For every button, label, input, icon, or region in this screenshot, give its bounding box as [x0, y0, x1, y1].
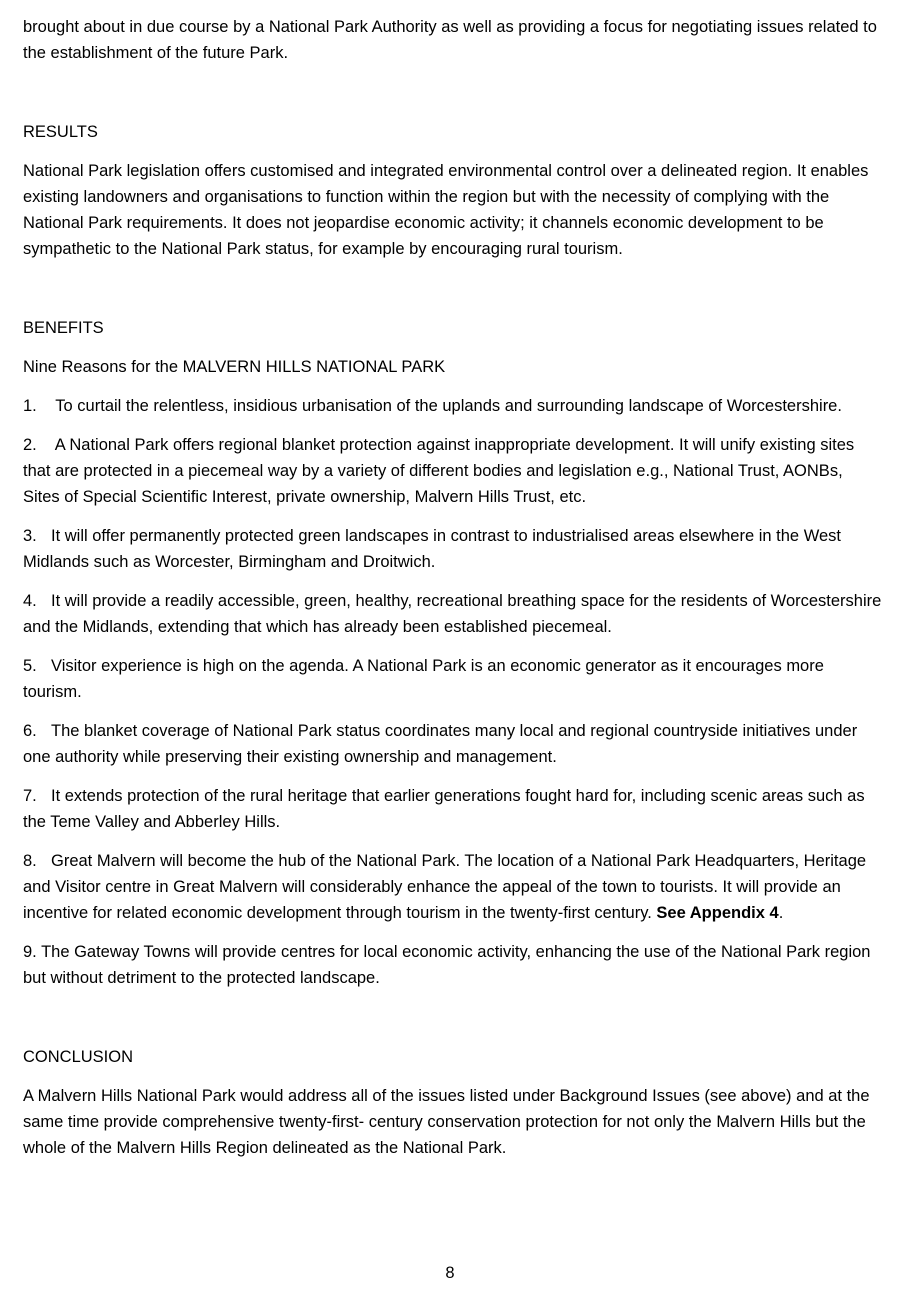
benefit-item — [23, 783, 883, 835]
benefit-text: The blanket coverage of National Park status coordinates many local and regional countryside initiatives under one authority while preserving their existing ownership and management. — [23, 722, 858, 766]
benefit-text: It will provide a readily accessible, green, healthy, recreational breathing space for the residents of Worcestershire and the Midlands, extending that which has already been established piecemeal. — [23, 592, 882, 636]
benefit-number: 3. — [23, 527, 37, 545]
benefit-number: 2. — [23, 436, 37, 454]
benefit-text: It will offer permanently protected green landscapes in contrast to industrialised areas elsewhere in the West Midlands such as Worcester, Birmingham and Droitwich. — [23, 527, 841, 571]
page-number: 8 — [445, 1264, 455, 1282]
appendix-reference: See Appendix 4 — [656, 904, 779, 922]
benefit-item — [23, 523, 883, 575]
benefits-heading: BENEFITS — [23, 319, 104, 337]
benefit-item — [23, 718, 883, 770]
benefit-item — [23, 432, 883, 510]
benefit-text: Visitor experience is high on the agenda. A National Park is an economic generator as it encourages more tourism. — [23, 657, 824, 701]
benefit-item — [23, 848, 883, 926]
benefit-text: Great Malvern will become the hub of the National Park. The location of a National Park Headquarters, Heritage and Visitor centre in Great Malvern will considerably enhance the appeal of the town to tourists. It will provide an incentive for related economic development through tourism in the twenty-first century. — [23, 852, 867, 922]
results-paragraph: National Park legislation offers customised and integrated environmental control over a delineated region. It enables existing landowners and organisations to function within the region but with the necessity of complying with the National Park requirements. It does not jeopardise economic activity; it channels economic development to be sympathetic to the National Park status, for example by encouraging rural tourism. — [23, 162, 869, 258]
section-gap — [23, 1004, 883, 1044]
section-gap — [23, 79, 883, 119]
benefit-item — [23, 653, 883, 705]
conclusion-paragraph: A Malvern Hills National Park would address all of the issues listed under Background Issues (see above) and at the same time provide comprehensive twenty-first- century conservation protection for not only the Malvern Hills but the whole of the Malvern Hills Region delineated as the National Park. — [23, 1087, 870, 1157]
benefit-number: 4. — [23, 592, 37, 610]
benefit-number: 7. — [23, 787, 37, 805]
benefit-item — [23, 588, 883, 640]
benefit-text: The Gateway Towns will provide centres for local economic activity, enhancing the use of the National Park region but without detriment to the protected landscape. — [23, 943, 871, 987]
document-page — [23, 14, 883, 1174]
benefit-number: 6. — [23, 722, 37, 740]
benefit-text: To curtail the relentless, insidious urbanisation of the uplands and surrounding landscape of Worcestershire. — [55, 397, 842, 415]
section-gap — [23, 275, 883, 315]
benefit-number: 5. — [23, 657, 37, 675]
results-heading: RESULTS — [23, 123, 98, 141]
benefit-text: It extends protection of the rural heritage that earlier generations fought hard for, including scenic areas such as the Teme Valley and Abberley Hills. — [23, 787, 865, 831]
benefit-text: A National Park offers regional blanket protection against inappropriate development. It will unify existing sites that are protected in a piecemeal way by a variety of different bodies and legislation e.g., National Trust, AONBs, Sites of Special Scientific Interest, private ownership, Malvern Hills Trust, etc. — [23, 436, 855, 506]
benefit-text-end: . — [778, 904, 784, 922]
conclusion-heading: CONCLUSION — [23, 1048, 134, 1066]
benefit-number: 8. — [23, 852, 37, 870]
benefit-number: 9. — [23, 943, 37, 961]
benefits-subheading: Nine Reasons for the MALVERN HILLS NATIONAL PARK — [23, 358, 446, 376]
benefit-number: 1. — [23, 397, 37, 415]
intro-paragraph: brought about in due course by a National Park Authority as well as providing a focus for negotiating issues related to the establishment of the future Park. — [23, 18, 877, 62]
benefit-item — [23, 393, 883, 419]
benefit-item — [23, 939, 883, 991]
